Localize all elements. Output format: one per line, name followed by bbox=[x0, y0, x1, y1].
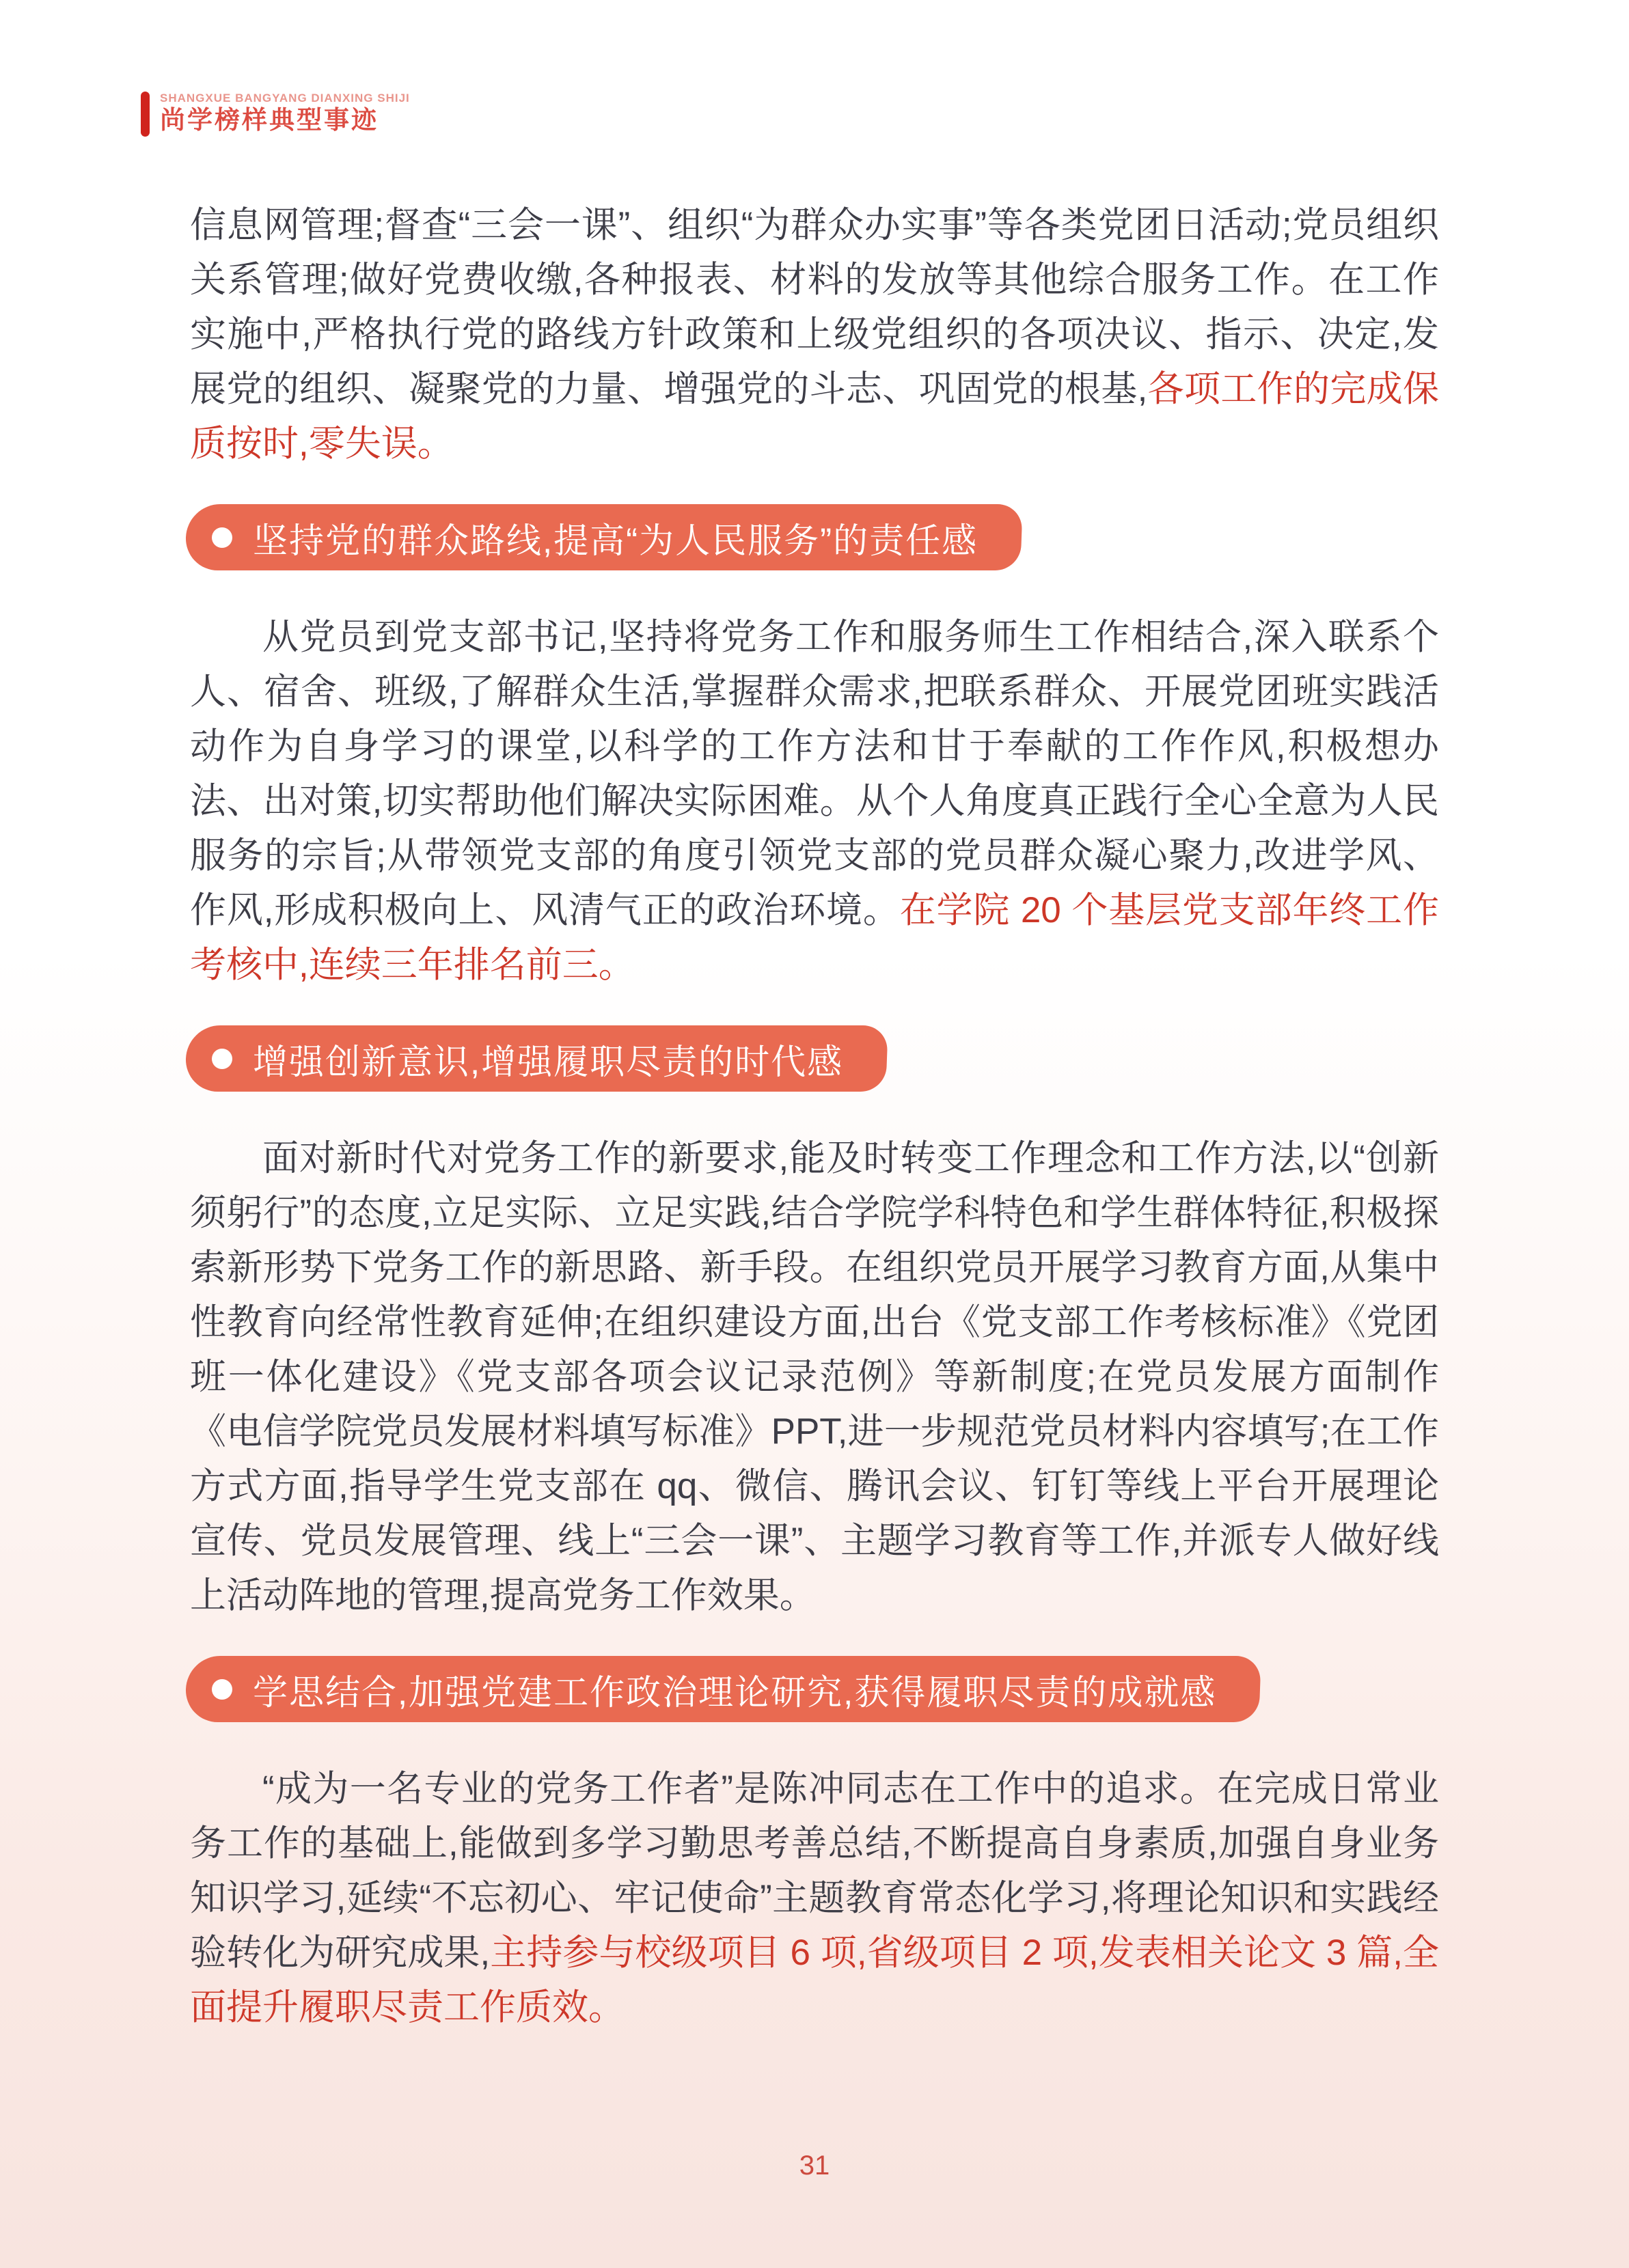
section-banner-2 bbox=[184, 1025, 888, 1092]
paragraph-3 bbox=[190, 1131, 1439, 1623]
paragraph-3-text: 面对新时代对党务工作的新要求,能及时转变工作理念和工作方法,以“创新须躬行”的态度,立足实际、立足实践,结合学院学科特色和学生群体特征,积极探索新形势下党务工作的新思路、新手段。在组织党员开展学习教育方面,从集中性教育向经常性教育延伸;在组织建设方面,出台《党支部工作考核标准》《党团班一体化建设》《党支部各项会议记录范例》等新制度;在党员发展方面制作《电信学院党员发展材料填写标准》PPT,进一步规范党员材料内容填写;在工作方式方面,指导学生党支部在 qq、微信、腾讯会议、钉钉等线上平台开展理论宣传、党员发展管理、线上“三会一课”、主题学习教育等工作,并派专人做好线上活动阵地的管理,提高党务工作效果。 bbox=[190, 1138, 1439, 1616]
paragraph-2-text: 从党员到党支部书记,坚持将党务工作和服务师生工作相结合,深入联系个人、宿舍、班级,了解群众生活,掌握群众需求,把联系群众、开展党团班实践活动作为自身学习的课堂,以科学的工作方法和甘于奉献的工作作风,积极想办法、出对策,切实帮助他们解决实际困难。从个人角度真正践行全心全意为人民服务的宗旨;从带领党支部的角度引领党支部的党员群众凝心聚力,改进学风、作风,形成积极向上、风清气正的政治环境。 bbox=[190, 617, 1439, 930]
header-pinyin: SHANGXUE BANGYANG DIANXING SHIJI bbox=[160, 92, 410, 105]
paragraph-2-highlight: 在学院 20 个基层党支部年终工作考核中,连续三年排名前三。 bbox=[190, 890, 1439, 985]
paragraph-1-highlight: 各项工作的完成保质按时,零失误。 bbox=[190, 369, 1439, 464]
header-accent-bar bbox=[141, 92, 150, 137]
bullet-dot-icon bbox=[212, 527, 232, 548]
section-banner-3-label: 学思结合,加强党建工作政治理论研究,获得履职尽责的成就感 bbox=[253, 1672, 1217, 1712]
content-column bbox=[190, 198, 1439, 2035]
paragraph-4-text: “成为一名专业的党务工作者”是陈冲同志在工作中的追求。在完成日常业务工作的基础上,能做到多学习勤思考善总结,不断提高自身素质,加强自身业务知识学习,延续“不忘初心、牢记使命”主题教育常态化学习,将理论知识和实践经验转化为研究成果, bbox=[190, 1769, 1439, 1973]
section-banner-2-label: 增强创新意识,增强履职尽责的时代感 bbox=[253, 1042, 844, 1081]
page-header bbox=[141, 92, 410, 137]
header-title: 尚学榜样典型事迹 bbox=[160, 106, 379, 134]
page-number: 31 bbox=[799, 2151, 830, 2181]
paragraph-2 bbox=[190, 610, 1439, 993]
header-text-block bbox=[160, 92, 410, 137]
paragraph-1 bbox=[190, 198, 1439, 471]
section-banner-1 bbox=[184, 504, 1023, 570]
paragraph-1-text: 信息网管理;督查“三会一课”、组织“为群众办实事”等各类党团日活动;党员组织关系管理;做好党费收缴,各种报表、材料的发放等其他综合服务工作。在工作实施中,严格执行党的路线方针政策和上级党组织的各项决议、指示、决定,发展党的组织、凝聚党的力量、增强党的斗志、巩固党的根基, bbox=[190, 205, 1439, 409]
bullet-dot-icon bbox=[212, 1679, 232, 1700]
section-banner-3 bbox=[184, 1656, 1261, 1722]
bullet-dot-icon bbox=[212, 1049, 232, 1069]
paragraph-4-highlight: 主持参与校级项目 6 项,省级项目 2 项,发表相关论文 3 篇,全面提升履职尽责工作质效。 bbox=[190, 1933, 1439, 2028]
section-banner-1-label: 坚持党的群众路线,提高“为人民服务”的责任感 bbox=[253, 521, 978, 560]
paragraph-4 bbox=[190, 1762, 1439, 2035]
